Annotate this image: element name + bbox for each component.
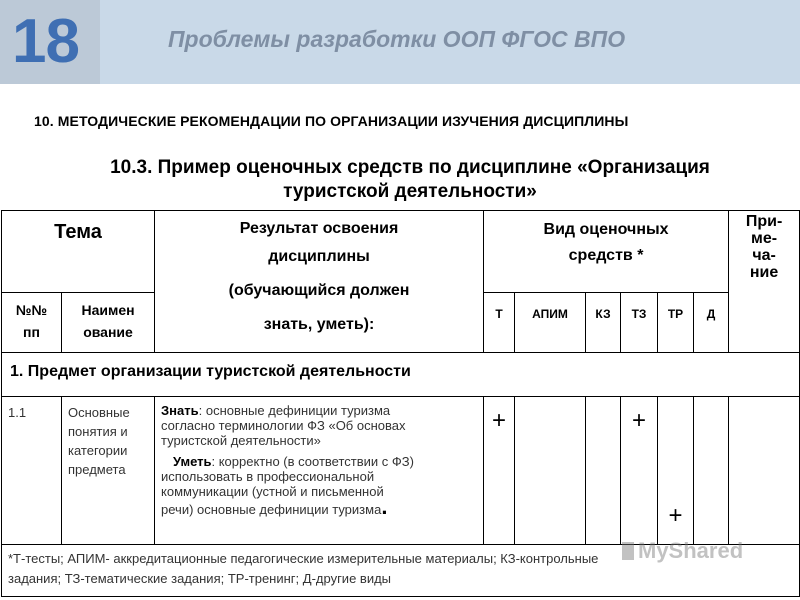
footnote-line-1: *Т-тесты; АПИМ- аккредитационные педагогические измерительные материалы; КЗ-контрольные bbox=[8, 551, 599, 566]
header-code-kz: КЗ bbox=[586, 293, 621, 353]
znat-line-3: туристской деятельности» bbox=[161, 433, 321, 448]
umet-text-4: речи) основные дефиниции туризма bbox=[161, 502, 382, 517]
umet-line-3: коммуникации (устной и письменной bbox=[161, 484, 384, 499]
header-code-t: Т bbox=[484, 293, 515, 353]
header-result-line-3: (обучающийся должен bbox=[228, 282, 410, 299]
row-name-line-2: понятия и bbox=[68, 424, 128, 439]
header-primechanie bbox=[729, 211, 800, 353]
header-name-line-2: ование bbox=[83, 324, 133, 340]
subheading-line-2: туристской деятельности» bbox=[283, 181, 537, 202]
mark-apim bbox=[515, 397, 586, 545]
header-num-line-1: №№ bbox=[15, 302, 48, 318]
header-num-line-2: пп bbox=[23, 324, 40, 340]
header-vid-line-2: средств * bbox=[568, 247, 644, 264]
header-result bbox=[155, 211, 484, 353]
mark-kz bbox=[586, 397, 621, 545]
row-name-line-1: Основные bbox=[68, 405, 130, 420]
section-title-row: 1. Предмет организации туристской деятельности bbox=[2, 353, 800, 397]
header-prim-line-4: ние bbox=[749, 264, 779, 281]
header-vid-line-1: Вид оценочных bbox=[543, 221, 669, 238]
header-result-line-1: Результат освоения bbox=[239, 220, 399, 237]
znat-line-1 bbox=[161, 403, 483, 418]
umet-line-2: использовать в профессиональной bbox=[161, 469, 375, 484]
header-prim-line-1: При- bbox=[745, 213, 783, 230]
umet-text-1: : корректно (в соответствии с ФЗ) bbox=[211, 454, 414, 469]
row-result bbox=[155, 397, 484, 545]
slide-number-box bbox=[0, 0, 100, 84]
row-name bbox=[62, 397, 155, 545]
header-vid bbox=[484, 211, 729, 293]
footnote-line-2: задания; ТЗ-тематические задания; ТР-тренинг; Д-другие виды bbox=[8, 571, 392, 586]
header-code-tz: ТЗ bbox=[621, 293, 658, 353]
subheading-line-1: 10.3. Пример оценочных средств по дисциплине «Организация bbox=[110, 157, 710, 178]
umet-line-4 bbox=[161, 494, 483, 519]
mark-t: + bbox=[484, 397, 515, 545]
header-name bbox=[62, 293, 155, 353]
header-code-tr: ТР bbox=[658, 293, 694, 353]
watermark-icon bbox=[622, 542, 634, 560]
row-primechanie bbox=[729, 397, 800, 545]
page-title: Проблемы разработки ООП ФГОС ВПО bbox=[168, 26, 626, 52]
row-name-line-3: категории bbox=[68, 443, 128, 458]
slide-number: 18 bbox=[12, 7, 79, 76]
umet-label: Уметь bbox=[173, 454, 212, 469]
header-code-apim: АПИМ bbox=[515, 293, 586, 353]
znat-line-2: согласно терминологии ФЗ «Об основах bbox=[161, 418, 406, 433]
header-name-line-1: Наимен bbox=[81, 302, 135, 318]
mark-tz: + bbox=[621, 397, 658, 545]
header-tema: Тема bbox=[2, 211, 155, 293]
watermark bbox=[622, 538, 743, 564]
mark-d bbox=[694, 397, 729, 545]
header-prim-line-3: ча- bbox=[752, 247, 776, 264]
header-num bbox=[2, 293, 62, 353]
znat-label: Знать bbox=[161, 403, 199, 418]
umet-end: . bbox=[381, 494, 388, 519]
subheading bbox=[30, 156, 790, 204]
mark-tr: + bbox=[658, 397, 694, 545]
header-code-d: Д bbox=[694, 293, 729, 353]
header-result-line-2: дисциплины bbox=[268, 248, 370, 265]
znat-text-1: : основные дефиниции туризма bbox=[198, 403, 391, 418]
header-result-line-4: знать, уметь): bbox=[263, 316, 375, 333]
watermark-text: MyShared bbox=[638, 538, 744, 563]
header-prim-line-2: ме- bbox=[751, 230, 778, 247]
section-heading: 10. МЕТОДИЧЕСКИЕ РЕКОМЕНДАЦИИ ПО ОРГАНИЗАЦИИ ИЗУЧЕНИЯ ДИСЦИПЛИНЫ bbox=[34, 113, 629, 129]
row-name-line-4: предмета bbox=[68, 462, 126, 477]
umet-line-1 bbox=[161, 454, 483, 469]
row-number: 1.1 bbox=[2, 397, 62, 545]
